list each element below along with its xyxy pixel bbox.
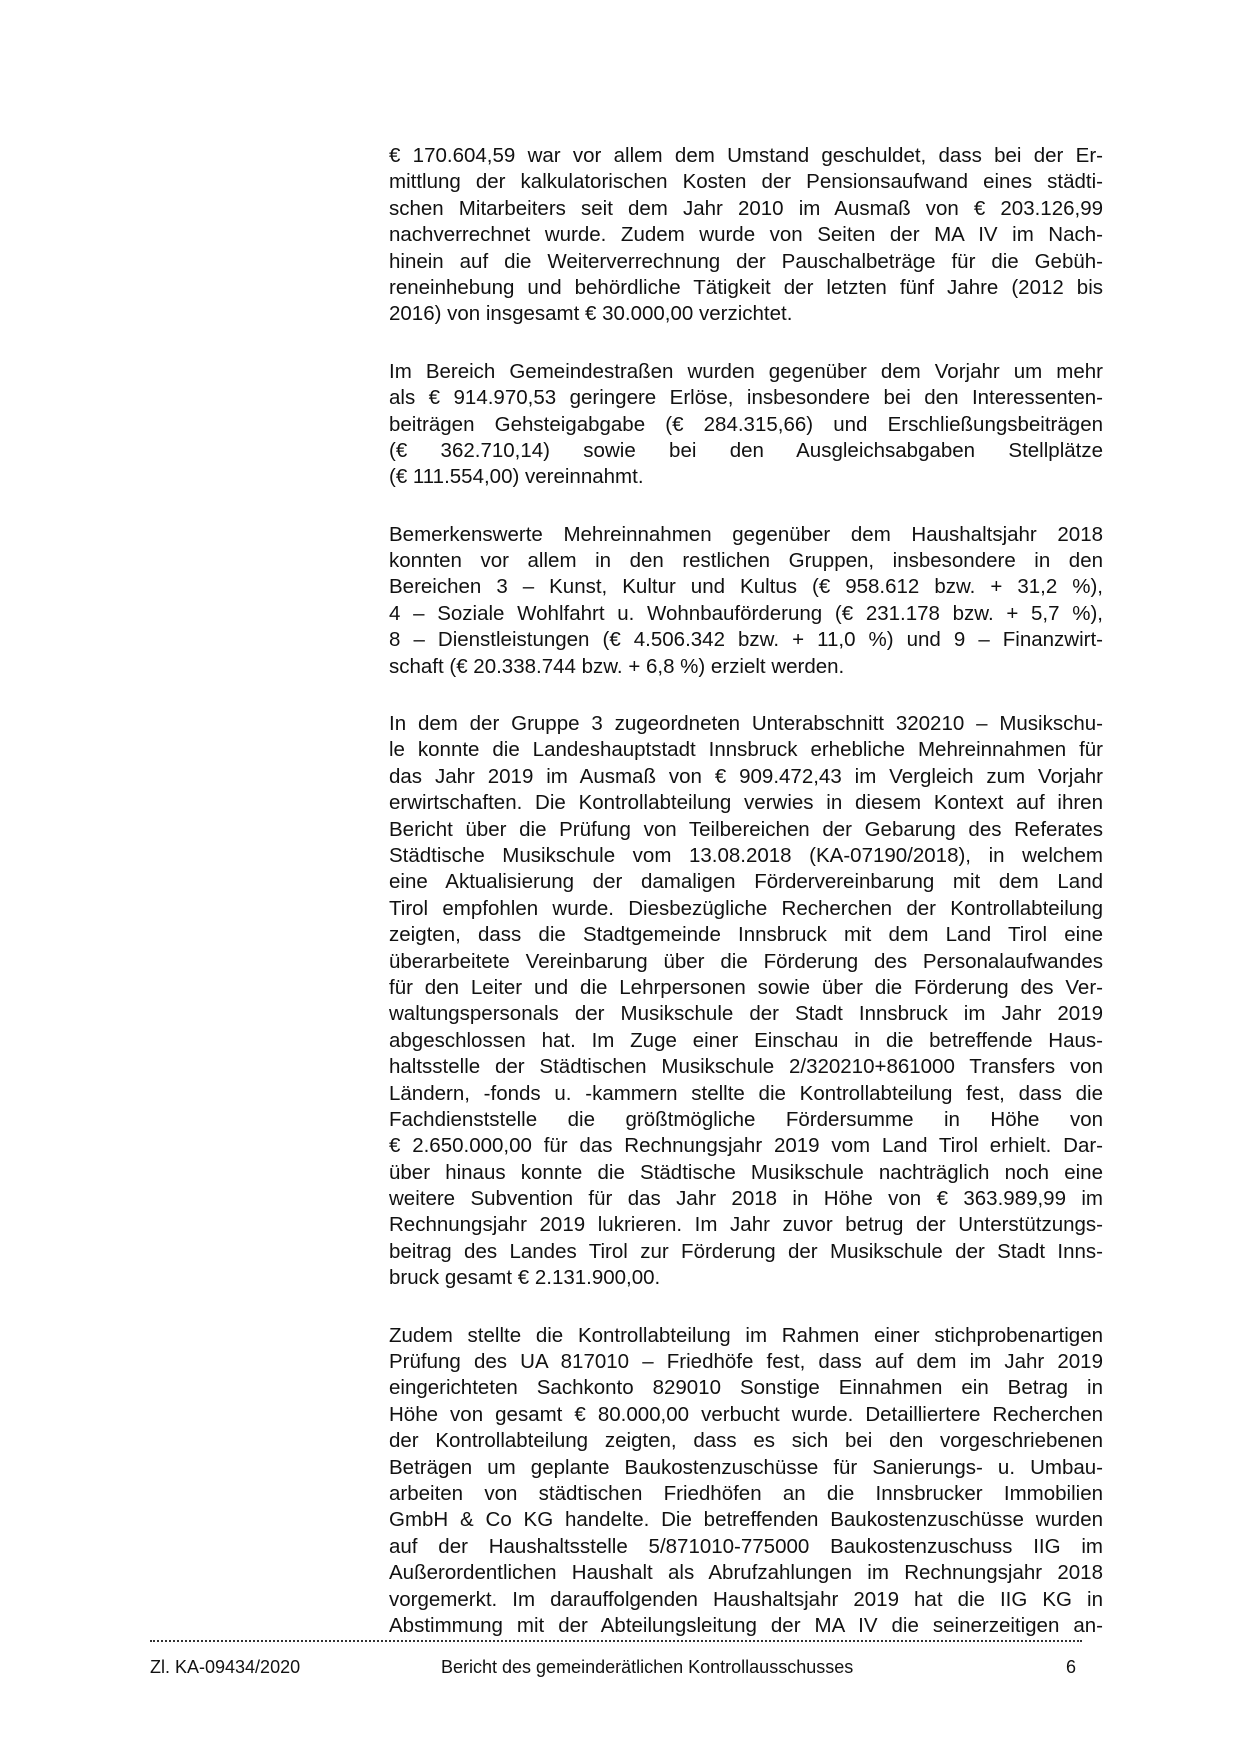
text-line: € 170.604,59 war vor allem dem Umstand geschuldet, dass bei der Er- (389, 144, 1103, 167)
text-line: arbeiten von städtischen Friedhöfen an die Innsbrucker Immobilien (389, 1481, 1103, 1505)
text-line: eingerichteten Sachkonto 829010 Sonstige Einnahmen ein Betrag in (389, 1376, 1103, 1400)
text-line: das Jahr 2019 im Ausmaß von € 909.472,43 im Vergleich zum Vorjahr (389, 764, 1103, 788)
text-line: für den Leiter und die Lehrpersonen sowie über die Förderung des Ver- (389, 975, 1103, 999)
text-line: Bericht über die Prüfung von Teilbereichen der Gebarung des Referates (389, 817, 1103, 841)
paragraph-4 (389, 711, 1103, 1292)
text-line: Bereichen 3 – Kunst, Kultur und Kultus (€ 958.612 bzw. + 31,2 %), (389, 575, 1103, 599)
text-line: Prüfung des UA 817010 – Friedhöfe fest, dass auf dem im Jahr 2019 (389, 1350, 1103, 1374)
text-line: schaft (€ 20.338.744 bzw. + 6,8 %) erzielt werden. (389, 654, 845, 678)
text-line: Zudem stellte die Kontrollabteilung im Rahmen einer stichprobenartigen (389, 1323, 1103, 1347)
text-line: hinein auf die Weiterverrechnung der Pauschalbeträge für die Gebüh- (389, 249, 1103, 273)
text-line: Abstimmung mit der Abteilungsleitung der MA IV die seinerzeitigen an- (389, 1613, 1103, 1637)
paragraph-3 (389, 522, 1103, 680)
text-line: auf der Haushaltsstelle 5/871010-775000 Baukostenzuschuss IIG im (389, 1534, 1103, 1558)
text-line: Höhe von gesamt € 80.000,00 verbucht wurde. Detailliertere Recherchen (389, 1402, 1103, 1426)
footer-divider (150, 1640, 1082, 1642)
text-line: abgeschlossen hat. Im Zuge einer Einschau in die betreffende Haus- (389, 1028, 1103, 1052)
text-line: nachverrechnet wurde. Zudem wurde von Seiten der MA IV im Nach- (389, 223, 1103, 247)
text-line: Beträgen um geplante Baukostenzuschüsse für Sanierungs- u. Umbau- (389, 1455, 1103, 1479)
text-line: Bemerkenswerte Mehreinnahmen gegenüber dem Haushaltsjahr 2018 (389, 522, 1103, 546)
text-line: Fachdienststelle die größtmögliche Fördersumme in Höhe von (389, 1107, 1103, 1131)
text-line: 4 – Soziale Wohlfahrt u. Wohnbauförderung (€ 231.178 bzw. + 5,7 %), (389, 601, 1103, 625)
text-line: Ländern, -fonds u. -kammern stellte die Kontrollabteilung fest, dass die (389, 1081, 1103, 1105)
text-line: zeigten, dass die Stadtgemeinde Innsbruck mit dem Land Tirol eine (389, 923, 1103, 947)
text-line: Außerordentlichen Haushalt als Abrufzahlungen im Rechnungsjahr 2018 (389, 1561, 1103, 1585)
text-line: beitrag des Landes Tirol zur Förderung der Musikschule der Stadt Inns- (389, 1239, 1103, 1263)
text-line: als € 914.970,53 geringere Erlöse, insbesondere bei den Interessenten- (389, 386, 1103, 410)
footer-title: Bericht des gemeinderätlichen Kontrollausschusses (441, 1657, 854, 1677)
body-text (389, 143, 1103, 1670)
text-line: beiträgen Gehsteigabgabe (€ 284.315,66) und Erschließungsbeiträgen (389, 412, 1103, 436)
text-line: über hinaus konnte die Städtische Musikschule nachträglich noch eine (389, 1160, 1103, 1184)
paragraph-1 (389, 143, 1103, 328)
text-line: In dem der Gruppe 3 zugeordneten Unterabschnitt 320210 – Musikschu- (389, 712, 1103, 736)
text-line: vorgemerkt. Im darauffolgenden Haushaltsjahr 2019 hat die IIG KG in (389, 1587, 1103, 1611)
text-line: bruck gesamt € 2.131.900,00. (389, 1266, 661, 1290)
text-line: 2016) von insgesamt € 30.000,00 verzichtet. (389, 302, 793, 326)
text-line: haltsstelle der Städtischen Musikschule 2/320210+861000 Transfers von (389, 1055, 1103, 1079)
text-line: Städtische Musikschule vom 13.08.2018 (KA-07190/2018), in welchem (389, 843, 1103, 867)
text-line: (€ 111.554,00) vereinnahmt. (389, 465, 644, 489)
text-line: Im Bereich Gemeindestraßen wurden gegenüber dem Vorjahr um mehr (389, 359, 1103, 383)
paragraph-5 (389, 1323, 1103, 1640)
text-line: € 2.650.000,00 für das Rechnungsjahr 2019 vom Land Tirol erhielt. Dar- (389, 1134, 1103, 1158)
text-line: (€ 362.710,14) sowie bei den Ausgleichsabgaben Stellplätze (389, 438, 1103, 462)
text-line: Rechnungsjahr 2019 lukrieren. Im Jahr zuvor betrug der Unterstützungs- (389, 1213, 1103, 1237)
text-line: konnten vor allem in den restlichen Gruppen, insbesondere in den (389, 549, 1103, 573)
text-line: waltungspersonals der Musikschule der Stadt Innsbruck im Jahr 2019 (389, 1002, 1103, 1026)
text-line: schen Mitarbeiters seit dem Jahr 2010 im Ausmaß von € 203.126,99 (389, 196, 1103, 220)
text-line: le konnte die Landeshauptstadt Innsbruck erhebliche Mehreinnahmen für (389, 738, 1103, 762)
text-line: 8 – Dienstleistungen (€ 4.506.342 bzw. + 11,0 %) und 9 – Finanzwirt- (389, 628, 1103, 652)
text-line: mittlung der kalkulatorischen Kosten der Pensionsaufwand eines städti- (389, 170, 1103, 194)
text-line: erwirtschaften. Die Kontrollabteilung verwies in diesem Kontext auf ihren (389, 791, 1103, 815)
text-line: eine Aktualisierung der damaligen Fördervereinbarung mit dem Land (389, 870, 1103, 894)
paragraph-2 (389, 359, 1103, 491)
text-line: überarbeitete Vereinbarung über die Förderung des Personalaufwandes (389, 949, 1103, 973)
text-line: weitere Subvention für das Jahr 2018 in Höhe von € 363.989,99 im (389, 1187, 1103, 1211)
text-line: GmbH & Co KG handelte. Die betreffenden Baukostenzuschüsse wurden (389, 1508, 1103, 1532)
text-line: der Kontrollabteilung zeigten, dass es sich bei den vorgeschriebenen (389, 1429, 1103, 1453)
footer-reference: Zl. KA-09434/2020 (150, 1657, 301, 1677)
page-number: 6 (1066, 1657, 1077, 1677)
text-line: Tirol empfohlen wurde. Diesbezügliche Recherchen der Kontrollabteilung (389, 896, 1103, 920)
text-line: reneinhebung und behördliche Tätigkeit der letzten fünf Jahre (2012 bis (389, 275, 1103, 299)
